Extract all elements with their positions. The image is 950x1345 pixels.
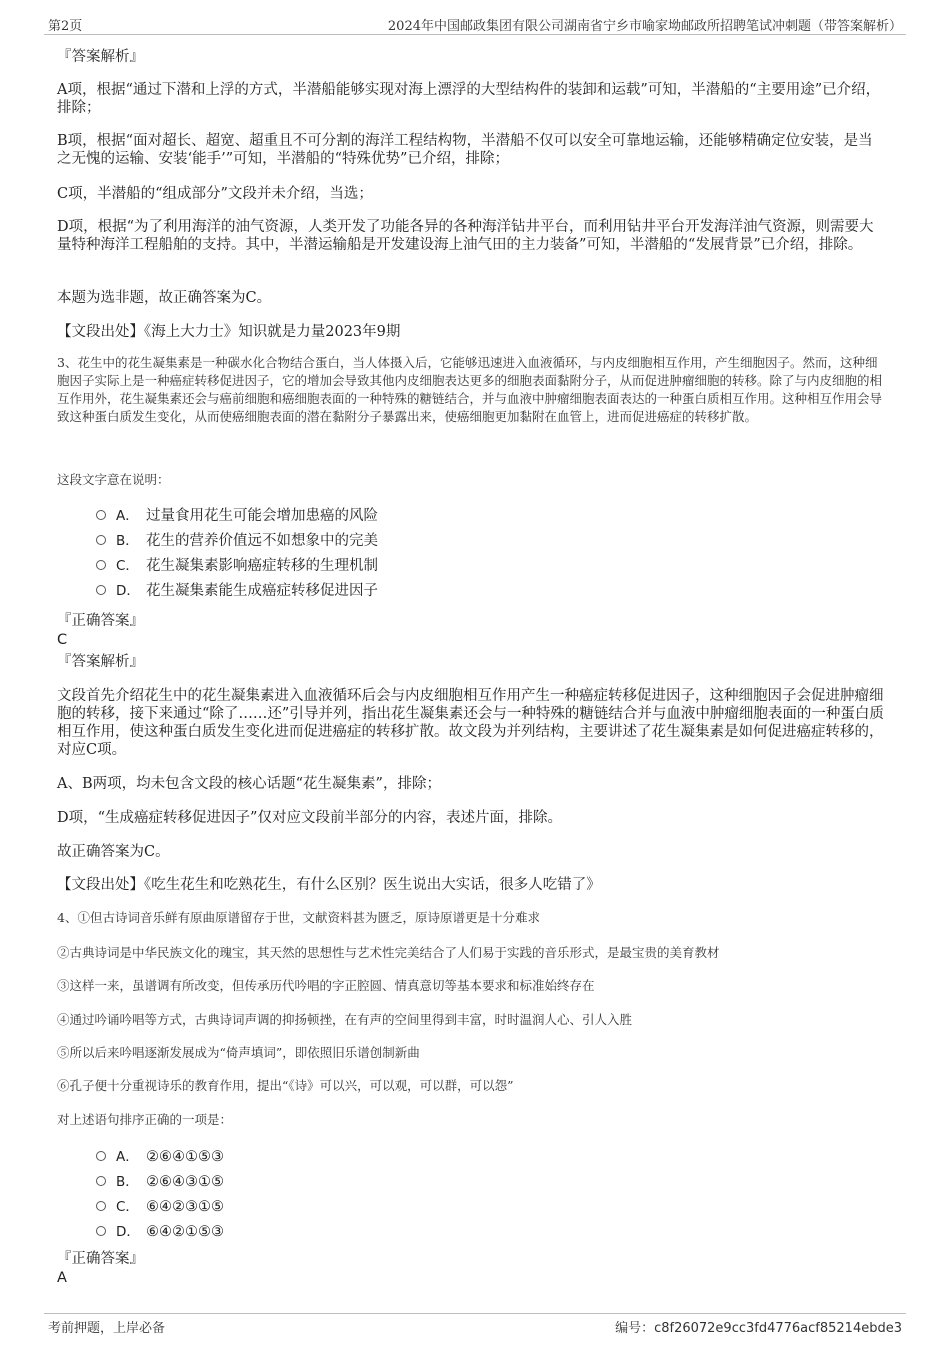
q4-answer-label: 『正确答案』: [57, 1251, 144, 1267]
q4-sentence-5: ⑤所以后来吟唱逐渐发展成为“倚声填词”，即依照旧乐谱创制新曲: [57, 1045, 420, 1060]
page-footer: [44, 1313, 906, 1336]
radio-button[interactable]: [96, 1176, 106, 1186]
q4-option-c[interactable]: C． ⑥④②③①⑤: [96, 1195, 696, 1220]
q3-stem: 3、花生中的花生凝集素是一种碳水化合物结合蛋白，当人体摄入后，它能够迅速进入血液循环，与内皮细胞相互作用，产生细胞因子。然而，这种细胞因子实际上是一种癌症转移促进因子，它的增加会导致其他内皮细胞表达更多的细胞表面黏附分子，从而促进肿瘤细胞的转移。除了与内皮细胞的相互作用外，花生凝集素还会与癌前细胞和癌细胞表面的一种特殊的糖链结合，并与血液中肿瘤细胞表面表达的一种蛋白质相互作用。这种相互作用会导致这种蛋白质发生变化，从而使癌细胞表面的潜在黏附分子暴露出来，使癌细胞更加黏附在血管上，进而促进癌症的转移扩散。: [57, 355, 883, 424]
document-title: 2024年中国邮政集团有限公司湖南省宁乡市喻家坳邮政所招聘笔试冲刺题（带答案解析）: [387, 19, 902, 34]
q3-analysis-label: 『答案解析』: [57, 654, 144, 670]
q2-analysis-d: D项，根据“为了利用海洋的油气资源，人类开发了功能各异的各种海洋钻井平台，而利用钻井平台开发海洋油气资源，则需要大量特种海洋工程船舶的支持。其中，半潜运输船是开发建设海上油气田的主力装备”可知，半潜船的“发展背景”已介绍，排除。: [57, 219, 874, 253]
q2-analysis-b: B项，根据“面对超长、超宽、超重且不可分割的海洋工程结构物，半潜船不仅可以安全可靠地运输，还能够精确定位安装，是当之无愧的运输、安装‘能手’”可知，半潜船的“特殊优势”已介绍，排除；: [57, 133, 873, 167]
q3-option-c[interactable]: C． 花生凝集素影响癌症转移的生理机制: [96, 554, 696, 579]
document-code: 编号：c8f26072e9cc3fd4776acf85214ebde3: [615, 1321, 902, 1336]
radio-button[interactable]: [96, 1201, 106, 1211]
q2-analysis-c: C项，半潜船的“组成部分”文段并未介绍，当选；: [57, 186, 373, 202]
radio-button[interactable]: [96, 585, 106, 595]
q3-analysis: 文段首先介绍花生中的花生凝集素进入血液循环后会与内皮细胞相互作用产生一种癌症转移促进因子，这种细胞因子会促进肿瘤细胞的转移，接下来通过“除了……还”引导并列，指出花生凝集素还会与一种特殊的糖链结合并与血液中肿瘤细胞表面的一种蛋白质相互作用，使这种蛋白质发生变化进而促进癌症的转移扩散。故文段为并列结构，主要讲述了花生凝集素是如何促进癌症转移的，对应C项。: [57, 688, 884, 758]
q4-options: [96, 1145, 696, 1245]
radio-button[interactable]: [96, 1151, 106, 1161]
q4-sentence-6: ⑥孔子便十分重视诗乐的教育作用，提出“《诗》可以兴，可以观，可以群，可以怨”: [57, 1078, 514, 1093]
q2-analysis-label: 『答案解析』: [57, 49, 144, 65]
q3-conclusion: 故正确答案为C。: [57, 844, 170, 860]
q4-sentence-1: 4、①但古诗词音乐鲜有原曲原谱留存于世，文献资料甚为匮乏，原诗原谱更是十分难求: [57, 910, 540, 925]
q3-answer: C: [57, 632, 68, 648]
page-number: 第2页: [48, 19, 83, 34]
q3-option-a[interactable]: A． 过量食用花生可能会增加患癌的风险: [96, 504, 696, 529]
q3-source: 【文段出处】《吃生花生和吃熟花生，有什么区别？医生说出大实话，很多人吃错了》: [57, 877, 601, 893]
q4-option-d[interactable]: D． ⑥④②①⑤③: [96, 1220, 696, 1245]
q4-sentence-3: ③这样一来，虽谱调有所改变，但传承历代吟唱的字正腔圆、情真意切等基本要求和标准始终存在: [57, 978, 595, 993]
q4-option-b[interactable]: B． ②⑥④③①⑤: [96, 1170, 696, 1195]
q3-analysis-ab: A、B两项，均未包含文段的核心话题“花生凝集素”，排除；: [57, 776, 441, 792]
radio-button[interactable]: [96, 535, 106, 545]
q4-sentence-4: ④通过吟诵吟唱等方式，古典诗词声调的抑扬顿挫，在有声的空间里得到丰富，时时温润人心、引人入胜: [57, 1012, 633, 1027]
q2-analysis-a: A项，根据“通过下潜和上浮的方式，半潜船能够实现对海上漂浮的大型结构件的装卸和运载”可知，半潜船的“主要用途”已介绍，排除；: [57, 82, 881, 116]
footer-slogan: 考前押题，上岸必备: [48, 1321, 166, 1336]
radio-button[interactable]: [96, 510, 106, 520]
q3-option-d[interactable]: D． 花生凝集素能生成癌症转移促进因子: [96, 579, 696, 604]
q2-conclusion: 本题为选非题，故正确答案为C。: [57, 290, 272, 306]
q4-answer: A: [57, 1270, 67, 1286]
q3-analysis-d: D项，“生成癌症转移促进因子”仅对应文段前半部分的内容，表述片面，排除。: [57, 810, 562, 826]
q4-sentence-2: ②古典诗词是中华民族文化的瑰宝，其天然的思想性与艺术性完美结合了人们易于实践的音乐形式，是最宝贵的美育教材: [57, 945, 720, 960]
q3-option-b[interactable]: B． 花生的营养价值远不如想象中的完美: [96, 529, 696, 554]
page-header: [44, 12, 906, 35]
q3-question: 这段文字意在说明：: [57, 472, 170, 487]
q4-option-a[interactable]: A． ②⑥④①⑤③: [96, 1145, 696, 1170]
q3-options: [96, 504, 696, 604]
radio-button[interactable]: [96, 1226, 106, 1236]
q2-source: 【文段出处】《海上大力士》知识就是力量2023年9期: [57, 324, 401, 340]
q4-question: 对上述语句排序正确的一项是：: [57, 1112, 233, 1127]
radio-button[interactable]: [96, 560, 106, 570]
q3-answer-label: 『正确答案』: [57, 613, 144, 629]
